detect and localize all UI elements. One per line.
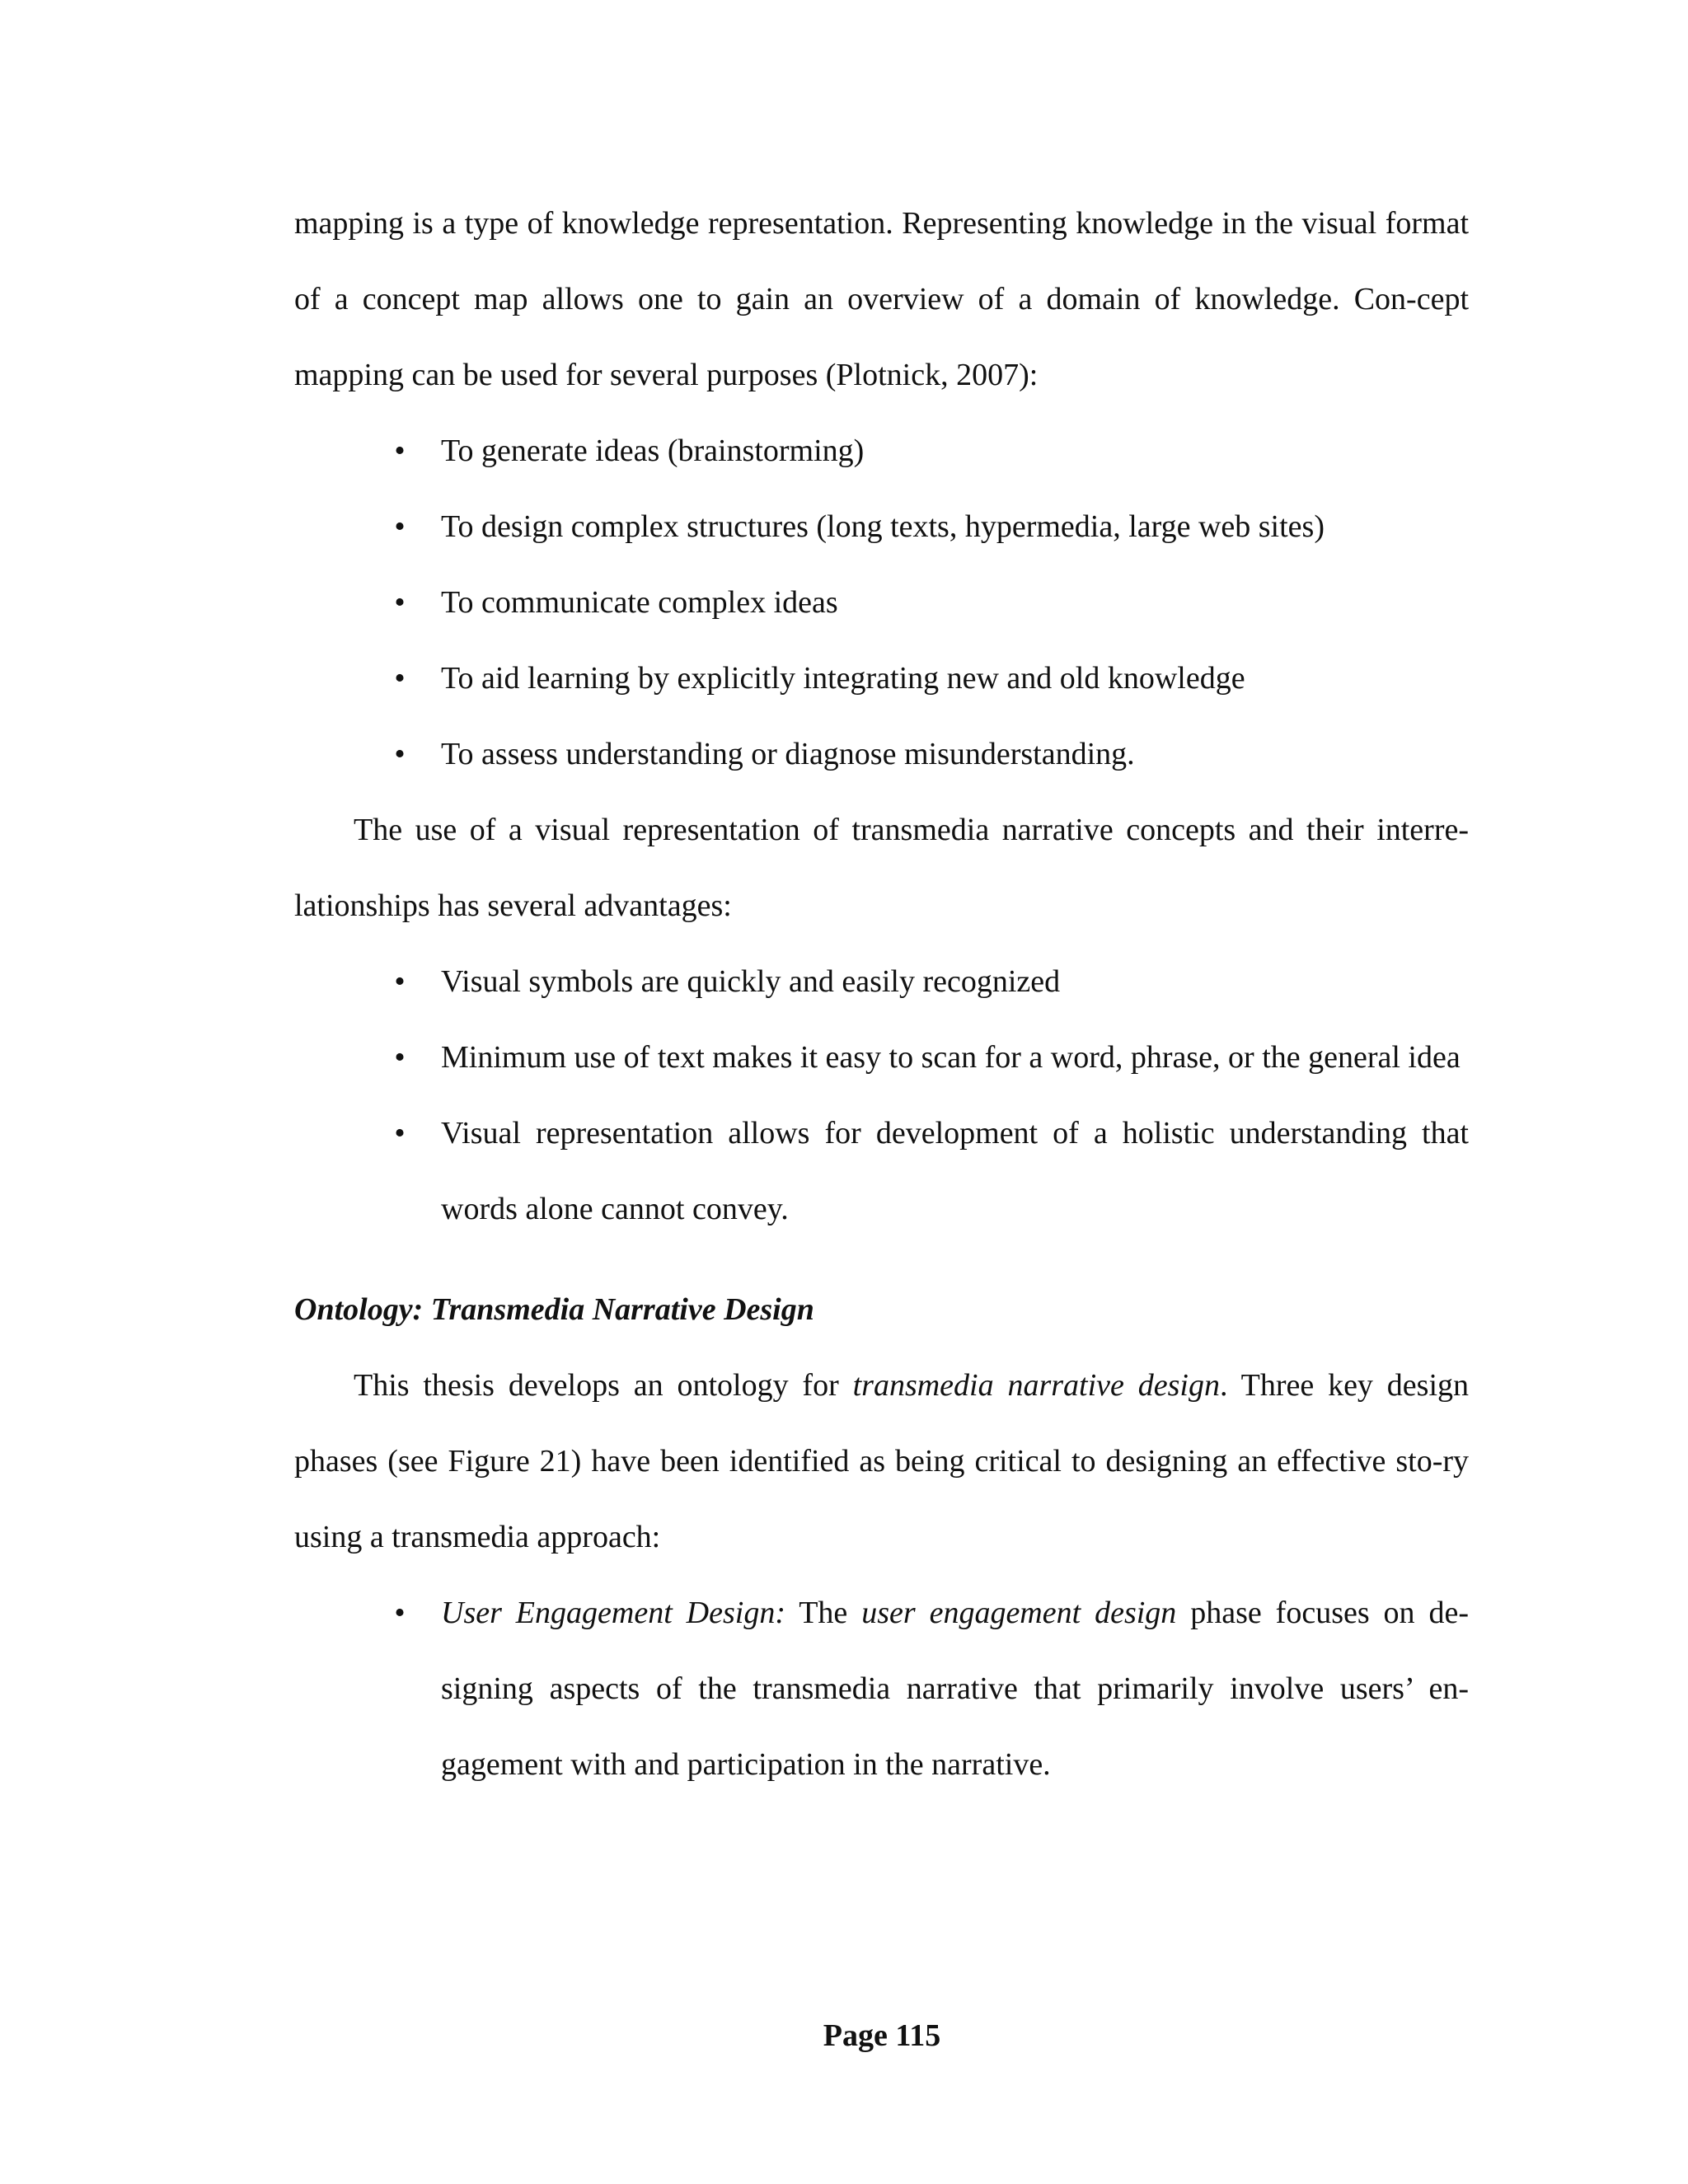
list-item-text: Visual symbols are quickly and easily recognized bbox=[441, 964, 1061, 999]
advantages-paragraph: The use of a visual representation of transmedia narrative concepts and their interre-lationships has several advantages: bbox=[294, 813, 1469, 923]
list-item bbox=[294, 1019, 1469, 1095]
bullet-icon: • bbox=[394, 661, 406, 696]
ontology-emphasis: transmedia narrative design bbox=[852, 1368, 1220, 1403]
bullet-icon: • bbox=[394, 509, 406, 544]
phases-list bbox=[294, 1575, 1469, 1802]
purposes-list bbox=[294, 413, 1469, 792]
list-item-text: To generate ideas (brainstorming) bbox=[441, 434, 865, 468]
ontology-text-end: . Three key design phases (see Figure 21) have been identified as being critical to designing an effective sto-ry using a transmedia approach: bbox=[294, 1368, 1470, 1554]
list-item bbox=[294, 640, 1469, 716]
list-item bbox=[294, 1095, 1469, 1247]
bullet-icon: • bbox=[394, 737, 406, 771]
list-item-text: To aid learning by explicitly integrating new and old knowledge bbox=[441, 661, 1245, 696]
advantages-list bbox=[294, 944, 1469, 1247]
section-heading: Ontology: Transmedia Narrative Design bbox=[294, 1292, 814, 1327]
list-item bbox=[294, 716, 1469, 792]
bullet-icon: • bbox=[394, 434, 406, 468]
bullet-icon: • bbox=[394, 1116, 406, 1151]
list-item-text: Minimum use of text makes it easy to scan for a word, phrase, or the general idea bbox=[441, 1040, 1461, 1075]
list-item-text: To assess understanding or diagnose misunderstanding. bbox=[441, 737, 1135, 771]
bullet-icon: • bbox=[394, 964, 406, 999]
list-item bbox=[294, 565, 1469, 640]
ontology-text-start: This thesis develops an ontology for bbox=[354, 1368, 853, 1403]
list-item-text: To design complex structures (long texts, hypermedia, large web sites) bbox=[441, 509, 1325, 544]
bullet-icon: • bbox=[394, 1040, 406, 1075]
ontology-paragraph bbox=[294, 1347, 1469, 1575]
list-item bbox=[294, 944, 1469, 1019]
list-item-text: To communicate complex ideas bbox=[441, 585, 838, 620]
list-item bbox=[294, 413, 1469, 489]
document-body bbox=[294, 185, 1469, 1802]
bullet-icon: • bbox=[394, 585, 406, 620]
list-item bbox=[294, 1575, 1469, 1802]
bullet-icon: • bbox=[394, 1596, 406, 1630]
list-item-text: Visual representation allows for development of a holistic understanding that words alone cannot convey. bbox=[441, 1116, 1469, 1226]
intro-paragraph: mapping is a type of knowledge representation. Representing knowledge in the visual format of a concept map allows one to gain an overview of a domain of knowledge. Con-cept mapping can be used for several purposes (Plotnick, 2007): bbox=[294, 206, 1469, 392]
page-number: Page 115 bbox=[823, 2018, 941, 2053]
phase-emphasis: user engagement design bbox=[861, 1596, 1177, 1630]
phase-text-start: The bbox=[785, 1596, 862, 1630]
phase-text-end: phase focuses on de-signing aspects of the transmedia narrative that primarily involve users’ en-gagement with and participation in the narrative. bbox=[441, 1596, 1469, 1782]
phase-title: User Engagement Design: bbox=[441, 1596, 785, 1630]
list-item bbox=[294, 489, 1469, 565]
